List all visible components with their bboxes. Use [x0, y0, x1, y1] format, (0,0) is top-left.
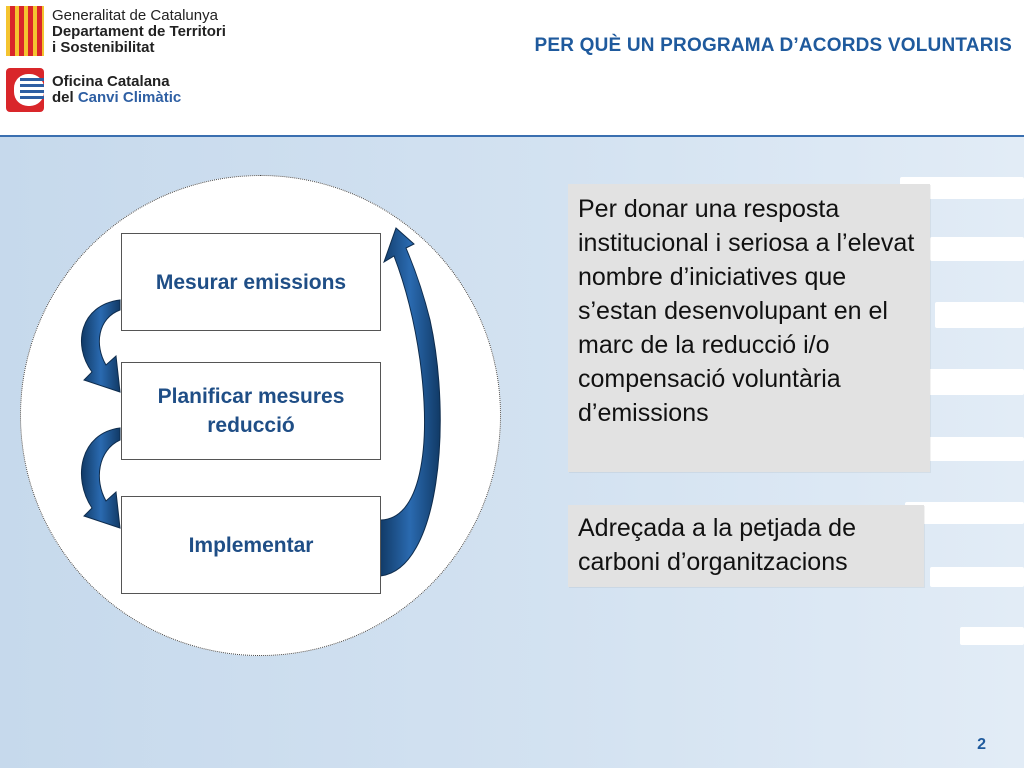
step-label: Implementar: [188, 533, 314, 557]
climate-office-icon: [6, 68, 44, 112]
rationale-card: [568, 184, 930, 472]
page-title: PER QUÈ UN PROGRAMA D’ACORDS VOLUNTARIS: [534, 35, 1012, 56]
occ-line-1: Oficina Catalana: [52, 73, 170, 90]
step-label: Mesurar emissions: [155, 270, 347, 294]
catalonia-flag-icon: [6, 6, 44, 56]
rationale-text: Per donar una resposta institucional i seriosa a l’elevat nombre d’iniciatives que s’estan desenvolupant en el marc de la reducció i/o compensació voluntària d’emissions: [578, 195, 915, 427]
occ-line-2-emph: Canvi Climàtic: [77, 89, 182, 106]
occ-line-2-prefix: del: [52, 89, 78, 106]
step-implement: [121, 496, 381, 594]
step-measure-emissions: [121, 233, 381, 331]
slide-header: [0, 0, 1024, 136]
logo-line-1: Generalitat de Catalunya: [52, 7, 218, 24]
background-globe-band: [930, 567, 1024, 587]
background-globe-band: [920, 369, 1024, 395]
background-globe-band: [930, 237, 1024, 261]
background-globe-band: [960, 627, 1024, 645]
logo-line-3: i Sostenibilitat: [52, 39, 155, 56]
step-label: Planificar mesures reducció: [157, 385, 345, 437]
generalitat-logo: [6, 6, 246, 58]
target-card: [568, 505, 924, 587]
page-number: 2: [977, 736, 986, 753]
target-text: Adreçada a la petjada de carboni d’organitzacions: [578, 514, 856, 576]
logo-line-2: Departament de Territori: [52, 23, 226, 40]
background-globe-band: [935, 302, 1024, 328]
step-plan-reduction: [121, 362, 381, 460]
occ-logo: [6, 66, 246, 118]
